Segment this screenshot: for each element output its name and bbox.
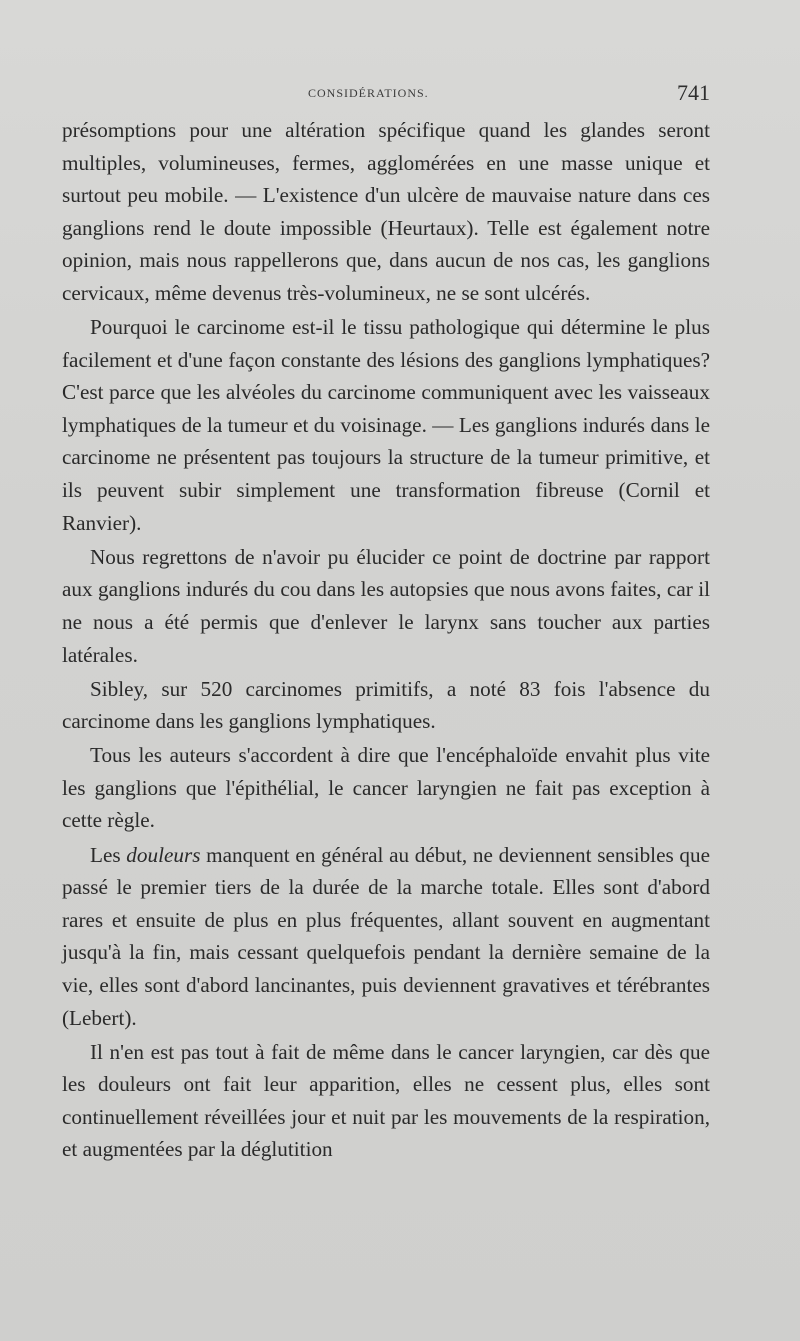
paragraph-6-start: Les bbox=[90, 842, 127, 867]
paragraph-4: Sibley, sur 520 carcinomes primitifs, a noté 83 fois l'absence du carcinome dans les ganglions lymphatiques. bbox=[62, 676, 710, 734]
body-text bbox=[62, 114, 710, 1166]
paragraph-6-rest: manquent en général au début, ne deviennent sensibles que passé le premier tiers de la durée de la marche totale. Elles sont d'abord rares et ensuite de plus en plus fréquentes, allant souvent en augmentant jusqu'à la fin, mais cessant quelquefois pendant la dernière semaine de la vie, elles sont d'abord lancinantes, puis deviennent gravatives et térébrantes (Lebert). bbox=[62, 842, 711, 1030]
paragraph-6 bbox=[62, 839, 710, 1035]
paragraph-5: Tous les auteurs s'accordent à dire que l'encéphaloïde envahit plus vite les ganglions que l'épithélial, le cancer laryngien ne fait pas exception à cette règle. bbox=[62, 743, 710, 833]
paragraph-1: présomptions pour une altération spécifique quand les glandes seront multiples, volumineuses, fermes, agglomérées en une masse unique et surtout peu mobile. — L'existence d'un ulcère de mauvaise nature dans ces ganglions rend le doute impossible (Heurtaux). Telle est également notre opinion, mais nous rappellerons que, dans aucun de nos cas, les ganglions cervicaux, même devenus très-volumineux, ne se sont ulcérés. bbox=[62, 118, 710, 305]
paragraph-3: Nous regrettons de n'avoir pu élucider ce point de doctrine par rapport aux ganglions indurés du cou dans les autopsies que nous avons faites, car il ne nous a été permis que d'enlever le larynx sans toucher aux parties latérales. bbox=[62, 544, 710, 667]
italic-term-douleurs: douleurs bbox=[126, 842, 201, 867]
page-header bbox=[60, 80, 710, 110]
paragraph-7: Il n'en est pas tout à fait de même dans le cancer laryngien, car dès que les douleurs ont fait leur apparition, elles ne cessent plus, elles sont continuellement réveillées jour et nuit par les mouvements de la respiration, et augmentées par la déglutition bbox=[62, 1039, 710, 1162]
paragraph-2: Pourquoi le carcinome est-il le tissu pathologique qui détermine le plus facilement et d'une façon constante des lésions des ganglions lymphatiques? C'est parce que les alvéoles du carcinome communiquent avec les vaisseaux lymphatiques de la tumeur et du voisinage. — Les ganglions indurés dans le carcinome ne présentent pas toujours la structure de la tumeur primitive, et ils peuvent subir simplement une transformation fibreuse (Cornil et Ranvier). bbox=[62, 315, 710, 535]
page-number: 741 bbox=[677, 80, 710, 105]
running-title: CONSIDÉRATIONS. bbox=[308, 86, 429, 100]
